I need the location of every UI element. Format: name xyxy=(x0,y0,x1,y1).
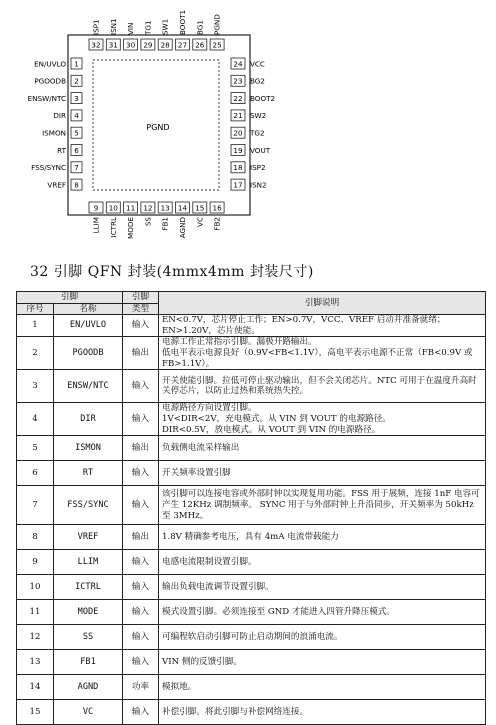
pin-desc-line: 电源工作正常指示引脚。漏极开路输出。 xyxy=(162,337,317,348)
pin-desc-line: 模式设置引脚。必须连接至 GND 才能进入四管升降压模式。 xyxy=(162,607,396,618)
pin-name-left: FSS/SYNC xyxy=(31,163,66,173)
pin-number: 10 xyxy=(108,203,118,213)
pin-seq-cell: 7 xyxy=(17,486,54,525)
pin-number: 30 xyxy=(126,40,136,50)
pin-type-cell: 输入 xyxy=(123,461,159,486)
pin-name-top: ISN1 xyxy=(108,18,118,35)
pin-number: 32 xyxy=(91,40,101,50)
pin-name-right: TG2 xyxy=(250,128,265,138)
pin-seq-cell: 3 xyxy=(17,370,54,403)
pin-number: 14 xyxy=(177,203,188,213)
pin-name-bottom: SS xyxy=(143,217,153,227)
pin-name-cell: VREF xyxy=(54,525,123,550)
pin-name-right: BG2 xyxy=(250,76,265,86)
pin-desc-line: 开关频率设置引脚 xyxy=(162,468,231,479)
pin-name-cell: DIR xyxy=(54,403,123,436)
pin-seq-cell: 13 xyxy=(17,650,54,675)
table-row xyxy=(17,550,486,575)
pin-name-cell: ENSW/NTC xyxy=(54,370,123,403)
pin-number: 12 xyxy=(143,203,153,213)
pin-number: 22 xyxy=(233,93,243,103)
pin-name-left: ENSW/NTC xyxy=(27,93,66,103)
pin-seq-cell: 5 xyxy=(17,436,54,461)
pin-desc-cell xyxy=(159,675,486,700)
pin-name-cell: EN/UVLO xyxy=(54,315,123,337)
pin-name-top: VIN xyxy=(126,22,136,35)
pin-type-cell: 输入 xyxy=(123,650,159,675)
header-type-line1: 引脚 xyxy=(123,292,159,304)
pin-number: 26 xyxy=(195,40,205,50)
pin-type-cell: 功率 xyxy=(123,675,159,700)
table-row xyxy=(17,315,486,337)
pin-seq-cell: 11 xyxy=(17,600,54,625)
pin-desc-line: VIN 侧的反馈引脚。 xyxy=(162,657,243,668)
pin-name-left: DIR xyxy=(53,111,66,121)
pin-desc-line: 该引脚可以连接电容或外部时钟以实现复用功能。FSS 用于展频，连接 1nF 电容可产生 12KHz 调制频率。 SYNC 用于与外部时钟上升沿同步，开关频率为 50kHz 至 3MHz。 xyxy=(162,489,480,521)
pin-name-bottom: AGND xyxy=(178,217,187,239)
pin-desc-cell xyxy=(159,486,486,525)
pin-number: 4 xyxy=(74,111,79,121)
pin-desc-line: 1.8V 精确参考电压，具有 4mA 电流带载能力 xyxy=(162,532,339,543)
pin-name-cell: ISMON xyxy=(54,436,123,461)
pin-name-left: VREF xyxy=(47,180,66,190)
pin-desc-line: 补偿引脚。将此引脚与补偿网络连接。 xyxy=(162,707,309,718)
pin-desc-cell xyxy=(159,461,486,486)
pin-number: 17 xyxy=(233,180,243,190)
table-row xyxy=(17,675,486,700)
pin-desc-cell xyxy=(159,575,486,600)
pin-name-bottom: FB1 xyxy=(160,217,170,231)
pin-name-cell: LLIM xyxy=(54,550,123,575)
pin-desc-line: 输出负载电流调节设置引脚。 xyxy=(162,582,274,593)
pin-desc-cell xyxy=(159,525,486,550)
pin-seq-cell: 1 xyxy=(17,315,54,337)
table-row xyxy=(17,650,486,675)
pin-seq-cell: 6 xyxy=(17,461,54,486)
pin-number: 27 xyxy=(177,40,188,50)
pin-name-top: BG1 xyxy=(195,20,205,35)
pin-desc-cell xyxy=(159,650,486,675)
pin-number: 19 xyxy=(233,145,243,155)
pin-desc-line: 模拟地。 xyxy=(162,682,197,693)
pin-name-top: ISP1 xyxy=(91,19,101,35)
table-row xyxy=(17,625,486,650)
pin-number: 8 xyxy=(74,180,79,190)
table-row xyxy=(17,337,486,370)
pin-seq-cell: 15 xyxy=(17,700,54,725)
pin-name-right: ISN2 xyxy=(250,180,267,190)
pin-number: 5 xyxy=(74,128,79,138)
pin-name-bottom: LLIM xyxy=(91,217,101,234)
pin-desc-cell xyxy=(159,370,486,403)
table-row xyxy=(17,370,486,403)
header-pin: 引脚 xyxy=(17,292,123,304)
pgnd-pad-label: PGND xyxy=(146,123,170,132)
pin-desc-line: 电源路径方向设置引脚。 xyxy=(162,403,257,414)
pin-name-left: EN/UVLO xyxy=(34,59,66,69)
pin-type-cell: 输入 xyxy=(123,600,159,625)
pin-name-right: VCC xyxy=(250,59,265,69)
pin-type-cell: 输入 xyxy=(123,550,159,575)
pin-desc-line: 可编程软启动引脚可防止启动期间的浪涌电流。 xyxy=(162,632,343,643)
pin-name-cell: FB1 xyxy=(54,650,123,675)
pin-number: 28 xyxy=(160,40,170,50)
table-row xyxy=(17,461,486,486)
pin-desc-line: EN<0.7V，芯片停止工作；EN>0.7V，VCC、VREF 启动并准备就绪； EN>1.20V，芯片使能。 xyxy=(162,315,446,336)
pin-name-bottom: FB2 xyxy=(212,217,222,231)
header-seq: 序号 xyxy=(17,303,54,315)
pin-type-cell: 输入 xyxy=(123,575,159,600)
pin-desc-cell xyxy=(159,625,486,650)
pin-desc-line: 开关使能引脚。拉低可停止驱动输出，但不会关闭芯片。NTC 可用于在温度升高时关停芯片，以防止过热和系统热失控。 xyxy=(162,375,477,397)
pin-name-bottom: VC xyxy=(195,217,205,227)
pin-seq-cell: 12 xyxy=(17,625,54,650)
pin-name-left: RT xyxy=(57,145,66,155)
pin-name-top: TG1 xyxy=(143,20,153,35)
pin-type-cell: 输出 xyxy=(123,436,159,461)
pin-desc-line: 负载侧电流采样输出 xyxy=(162,443,240,454)
pin-name-cell: SS xyxy=(54,625,123,650)
pin-number: 21 xyxy=(233,111,243,121)
table-row xyxy=(17,575,486,600)
pin-desc-line: 电感电流限制设置引脚。 xyxy=(162,557,257,568)
pin-number: 7 xyxy=(74,163,79,173)
table-row xyxy=(17,436,486,461)
pin-name-bottom: ICTRL xyxy=(108,217,118,238)
pin-number: 2 xyxy=(74,76,79,86)
pin-desc-cell xyxy=(159,403,486,436)
pin-name-cell: FSS/SYNC xyxy=(54,486,123,525)
pin-name-cell: MODE xyxy=(54,600,123,625)
pin-seq-cell: 2 xyxy=(17,337,54,370)
pin-name-right: VOUT xyxy=(250,145,271,155)
pin-desc-line: 低电平表示电源良好（0.9V<FB<1.1V），高电平表示电源不正常（FB<0.9V 或 FB>1.1V）。 xyxy=(162,348,473,369)
qfn-package-diagram xyxy=(0,0,496,255)
pin-name-left: PGOODB xyxy=(34,76,66,86)
table-row xyxy=(17,403,486,436)
table-row xyxy=(17,486,486,525)
table-row xyxy=(17,700,486,725)
pin-seq-cell: 8 xyxy=(17,525,54,550)
pin-type-cell: 输入 xyxy=(123,403,159,436)
pin-number: 24 xyxy=(233,59,243,69)
pin-type-cell: 输入 xyxy=(123,370,159,403)
pin-number: 29 xyxy=(143,40,153,50)
pin-type-cell: 输入 xyxy=(123,315,159,337)
pin-seq-cell: 10 xyxy=(17,575,54,600)
pin-name-cell: AGND xyxy=(54,675,123,700)
pin-desc-cell xyxy=(159,550,486,575)
pin-number: 15 xyxy=(195,203,205,213)
pin-number: 25 xyxy=(212,40,222,50)
pin-desc-line: 1V<DIR<2V，充电模式。从 VIN 到 VOUT 的电源路径。 xyxy=(162,414,391,425)
pin-number: 23 xyxy=(233,76,243,86)
table-row xyxy=(17,600,486,625)
pin-type-cell: 输出 xyxy=(123,525,159,550)
pin-type-cell: 输入 xyxy=(123,486,159,525)
pin-type-cell: 输出 xyxy=(123,337,159,370)
header-name: 名称 xyxy=(54,303,123,315)
pin-seq-cell: 14 xyxy=(17,675,54,700)
pin-desc-cell xyxy=(159,700,486,725)
header-type-line2: 类型 xyxy=(123,303,159,315)
pin-number: 9 xyxy=(93,203,99,213)
pin-name-top: BOOT1 xyxy=(178,9,187,35)
pin-seq-cell: 9 xyxy=(17,550,54,575)
pin-name-right: SW2 xyxy=(250,111,267,121)
pin-name-cell: ICTRL xyxy=(54,575,123,600)
pin-type-cell: 输入 xyxy=(123,700,159,725)
pin-number: 20 xyxy=(233,128,243,138)
pin-desc-line: DIR<0.5V，放电模式。从 VOUT 到 VIN 的电源路径。 xyxy=(162,424,381,435)
pin-desc-cell xyxy=(159,337,486,370)
pin-desc-cell xyxy=(159,315,486,337)
pin-number: 31 xyxy=(108,40,118,50)
header-desc: 引脚说明 xyxy=(159,292,486,315)
pin-description-table xyxy=(16,291,486,725)
pin-seq-cell: 4 xyxy=(17,403,54,436)
pin-name-cell: PGOODB xyxy=(54,337,123,370)
pin-name-cell: VC xyxy=(54,700,123,725)
pin-number: 13 xyxy=(160,203,170,213)
table-header-row-1 xyxy=(17,292,486,304)
pin-number: 18 xyxy=(233,163,243,173)
pin-desc-cell xyxy=(159,600,486,625)
pin-desc-cell xyxy=(159,436,486,461)
pin-number: 11 xyxy=(126,203,136,213)
package-caption: 32 引脚 QFN 封装(4mmx4mm 封装尺寸) xyxy=(30,264,314,280)
pin-number: 1 xyxy=(74,59,79,69)
pin-name-right: ISP2 xyxy=(250,163,266,173)
pin-name-left: ISMON xyxy=(42,128,66,138)
pin-name-cell: RT xyxy=(54,461,123,486)
pin-name-bottom: MODE xyxy=(126,217,136,239)
pin-number: 6 xyxy=(74,145,79,155)
pin-name-top: PGND xyxy=(212,14,222,35)
package-drawing xyxy=(0,0,496,255)
pin-number: 3 xyxy=(74,93,79,103)
pin-name-top: SW1 xyxy=(160,18,170,35)
pin-type-cell: 输入 xyxy=(123,625,159,650)
table-row xyxy=(17,525,486,550)
pin-number: 16 xyxy=(212,203,222,213)
pin-name-right: BOOT2 xyxy=(250,93,276,103)
